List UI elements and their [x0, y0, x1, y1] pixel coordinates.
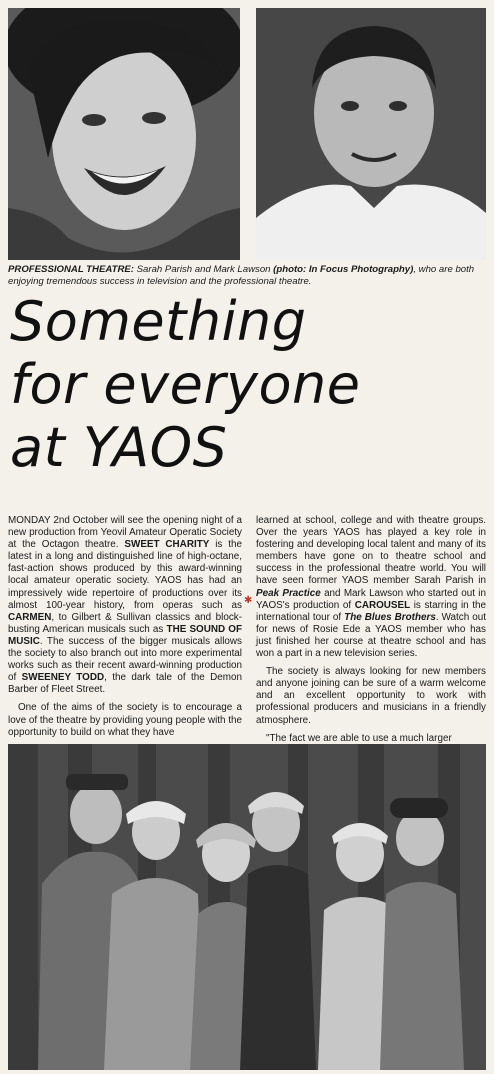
show-title-carousel: CAROUSEL — [354, 599, 411, 611]
photo-caption — [8, 264, 486, 288]
text-run: . The success of the bigger musicals allows the society to also branch out into more experimental works such as their recent award-winning production of — [8, 635, 242, 684]
show-title-sweeney-todd: SWEENEY TODD — [21, 672, 105, 684]
show-title-blues-brothers: The Blues Brothers — [344, 611, 436, 623]
article-paragraph-1 — [8, 515, 242, 696]
caption-lead: PROFESSIONAL THEATRE: — [8, 264, 134, 275]
show-title-peak-practice: Peak Practice — [256, 587, 321, 599]
text-run: is the latest in a long and distinguished line of high-octane, fast-action shows produced by this award-winning local amateur operatic society. YAOS has had an impressively wide repertoire of productions over its almost 100-year history, from operas such as — [8, 539, 242, 611]
headline-line-2: for everyone — [10, 353, 361, 416]
caption-credit: (photo: In Focus Photography) — [273, 264, 414, 275]
article-column-right — [256, 515, 486, 751]
text-run: is starring in the international tour of — [256, 599, 486, 623]
text-run: learned at school, college and with theatre groups. Over the years YAOS has played a key role in fostering and developing local talent and many of its members have gone on to theatre school and success in the professional theatre world. You will have seen former YAOS member Sarah Parish in — [256, 515, 486, 587]
show-title-carmen: CARMEN — [8, 611, 52, 623]
star-icon: ✱ — [244, 595, 253, 606]
photo-mark-lawson — [256, 8, 486, 260]
headline-line-3: at YAOS — [10, 416, 228, 479]
photo-cast-group — [8, 744, 486, 1070]
show-title-sound-of-music: THE SOUND OF MUSIC — [8, 623, 242, 647]
article-paragraph-3 — [256, 515, 486, 660]
text-run: . Watch out for news of Rosie Ede a YAOS member who has just finished her course at theatre school and has won a part in a new television series. — [256, 611, 486, 660]
caption-text-end: , who are both enjoying tremendous success in television and the professional theatre. — [8, 264, 475, 287]
article-paragraph-5: "The fact we are able to use a much larger — [266, 732, 452, 744]
article-paragraph-4: The society is always looking for new members and anyone joining can be sure of a warm welcome and an excellent opportunity to work with professional producers and musicians in a friendly atmosphere. — [256, 666, 486, 726]
photo-sarah-parish — [8, 8, 240, 260]
headline — [10, 290, 490, 479]
text-run: MONDAY 2nd October will see the opening night of a new production from Yeovil Amateur Operatic Society at the Octagon theatre. — [8, 515, 242, 551]
show-title-sweet-charity: SWEET CHARITY — [124, 539, 210, 551]
caption-text: Sarah Parish and Mark Lawson — [133, 264, 274, 275]
text-run: and Mark Lawson who started out in YAOS's production of — [256, 587, 486, 611]
text-run: , to Gilbert & Sullivan classics and block-busting American musicals such as — [8, 611, 242, 635]
article-paragraph-2: One of the aims of the society is to encourage a love of the theatre by providing young people with the opportunity to build on what they have — [8, 702, 242, 738]
article-column-left — [8, 515, 242, 745]
text-run: , the dark tale of the Demon Barber of Fleet Street. — [8, 672, 242, 696]
headline-line-1: Something — [10, 290, 307, 353]
